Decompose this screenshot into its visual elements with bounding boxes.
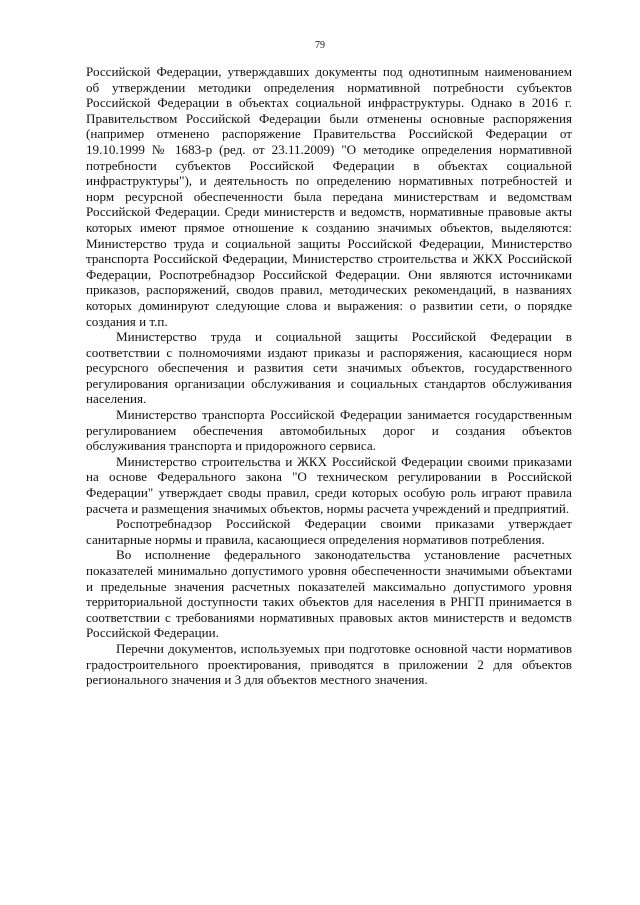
paragraph-ministry-transport: Министерство транспорта Российской Федерации занимается государственным регулированием обеспечения автомобильных дорог и создания объектов обслуживания транспорта и придорожного сервиса. bbox=[86, 407, 572, 454]
paragraph-ministry-construction: Министерство строительства и ЖКХ Российской Федерации своими приказами на основе Федерального закона "О техническом регулировании в Российской Федерации" утверждает своды правил, среди которых особую роль играют правила расчета и размещения значимых объектов, нормы расчета учреждений и предприятий. bbox=[86, 453, 572, 516]
paragraph-document-lists: Перечни документов, используемых при подготовке основной части нормативов градостроительного проектирования, приводятся в приложении 2 для объектов регионального значения и 3 для объектов местного значения. bbox=[86, 640, 572, 688]
paragraph-federal-legislation: Во исполнение федерального законодательства установление расчетных показателей минимально допустимого уровня обеспеченности значимыми объектами и предельные значения расчетных показателей максимально допустимого уровня территориальной доступности таких объектов для населения в РНГП принимается в соответствии с требованиями нормативных правовых актов министерств и ведомств Российской Федерации. bbox=[86, 547, 572, 641]
document-body bbox=[86, 64, 572, 688]
page-number: 79 bbox=[315, 40, 325, 51]
paragraph-continuation: Российской Федерации, утверждавших документы под однотипным наименованием об утверждении методики определения нормативной потребности субъектов Российской Федерации в объектах социальной инфраструктуры. Однако в 2016 г. Правительством Российской Федерации были отменены основные распоряжения (например отменено распоряжение Правительства Российской Федерации от 19.10.1999 № 1683-р (ред. от 23.11.2009) "О методике определения нормативной потребности субъектов Российской Федерации в объектах социальной инфраструктуры"), и деятельность по определению нормативных потребностей и норм ресурсной обеспеченности была передана министерствам и ведомствам Российской Федерации. Среди министерств и ведомств, нормативные правовые акты которых имеют прямое отношение к созданию значимых объектов, выделяются: Министерство труда и социальной защиты Российской Федерации, Министерство транспорта Российской Федерации, Министерство строительства и ЖКХ Российской Федерации, Роспотребнадзор Российской Федерации. Они являются источниками приказов, распоряжений, сводов правил, методических рекомендаций, в названиях которых доминируют следующие слова и выражения: о развитии сети, о порядке создания и т.п. bbox=[86, 64, 572, 329]
paragraph-ministry-labor: Министерство труда и социальной защиты Российской Федерации в соответствии с полномочиями издают приказы и распоряжения, касающиеся норм ресурсного обеспечения и развития сети значимых объектов, государственного регулирования организации обслуживания и социальных стандартов обслуживания населения. bbox=[86, 329, 572, 407]
paragraph-rospotrebnadzor: Роспотребнадзор Российской Федерации своими приказами утверждает санитарные нормы и правила, касающиеся определения нормативов потребления. bbox=[86, 516, 572, 547]
